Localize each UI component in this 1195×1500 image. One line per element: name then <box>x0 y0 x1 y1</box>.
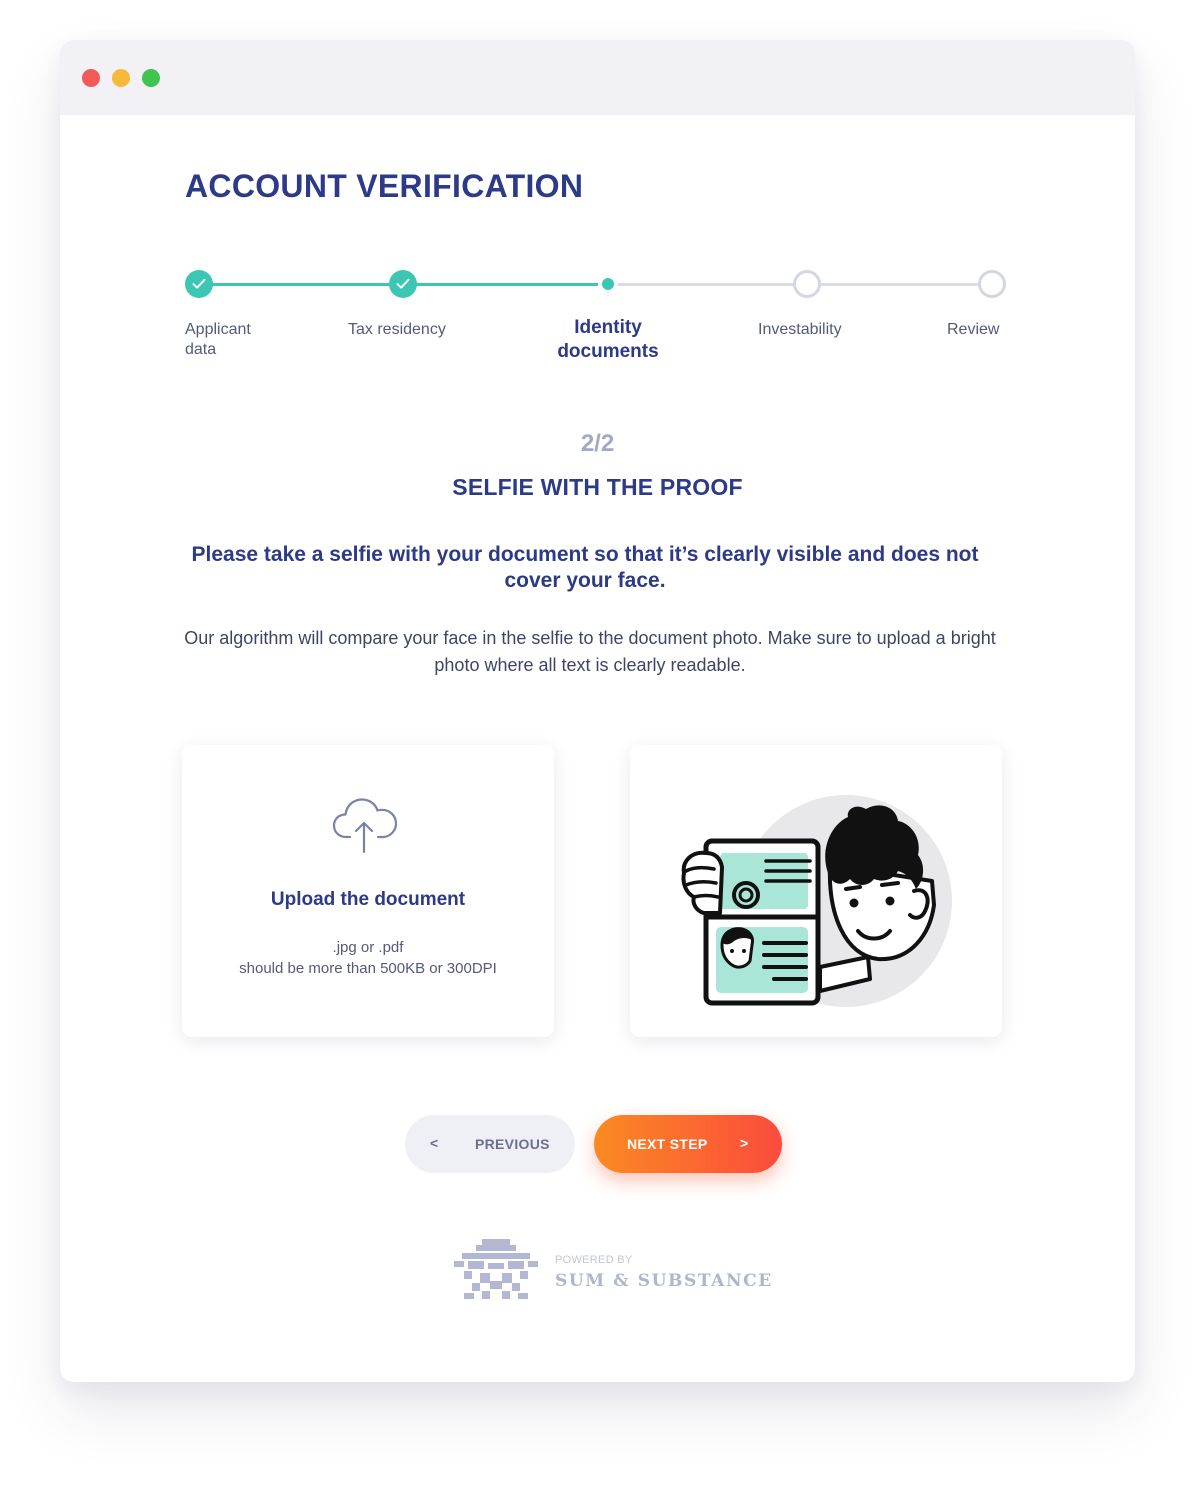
step-review-indicator <box>978 270 1006 298</box>
cloud-upload-icon <box>332 797 404 855</box>
step-tax-residency-indicator[interactable] <box>389 270 417 298</box>
upload-hint <box>182 937 554 979</box>
upload-title: Upload the document <box>270 889 466 910</box>
step-label-identity-documents: Identity documents <box>557 317 659 362</box>
sum-substance-logo-icon <box>452 1237 540 1303</box>
stepper-connector-1 <box>200 283 405 286</box>
next-step-button-label: NEXT STEP <box>627 1136 708 1152</box>
minimize-window-button[interactable] <box>112 69 130 87</box>
step-label-applicant-data: Applicant data <box>185 321 251 358</box>
window-titlebar <box>60 40 1135 115</box>
step-label-review: Review <box>947 321 1000 338</box>
selfie-example-card <box>630 745 1002 1037</box>
instruction-description: Our algorithm will compare your face in the selfie to the document photo. Make sure to upload a bright photo where all text is clearly readable. <box>184 628 996 675</box>
chevron-left-icon: < <box>430 1135 439 1151</box>
chevron-right-icon: > <box>740 1135 749 1151</box>
previous-button-label: PREVIOUS <box>475 1136 550 1152</box>
upload-requirement: should be more than 500KB or 300DPI <box>239 960 497 977</box>
close-window-button[interactable] <box>82 69 100 87</box>
page-title: ACCOUNT VERIFICATION <box>185 168 584 204</box>
instruction-lead: Please take a selfie with your document so that it’s clearly visible and does not cover your face. <box>191 543 979 592</box>
substep-counter: 2/2 <box>580 430 615 457</box>
previous-button[interactable] <box>405 1115 575 1173</box>
maximize-window-button[interactable] <box>142 69 160 87</box>
upload-formats: .jpg or .pdf <box>332 939 404 956</box>
checkmark-icon <box>192 278 206 290</box>
browser-window <box>60 40 1135 1382</box>
step-applicant-data-indicator[interactable] <box>185 270 213 298</box>
next-step-button[interactable] <box>594 1115 782 1173</box>
step-label-investability: Investability <box>758 321 842 338</box>
step-investability-indicator <box>793 270 821 298</box>
section-title: SELFIE WITH THE PROOF <box>452 474 743 500</box>
selfie-with-document-illustration <box>670 795 970 1015</box>
brand-name: SUM & SUBSTANCE <box>555 1271 773 1291</box>
checkmark-icon <box>396 278 410 290</box>
step-label-tax-residency: Tax residency <box>348 321 446 338</box>
upload-document-dropzone[interactable] <box>182 745 554 1037</box>
stepper-connector-2 <box>415 283 610 286</box>
stepper-connector-3 <box>615 283 805 286</box>
stepper-connector-4 <box>820 283 995 286</box>
powered-by-label: POWERED BY <box>555 1254 633 1266</box>
step-identity-documents-indicator <box>594 270 622 298</box>
